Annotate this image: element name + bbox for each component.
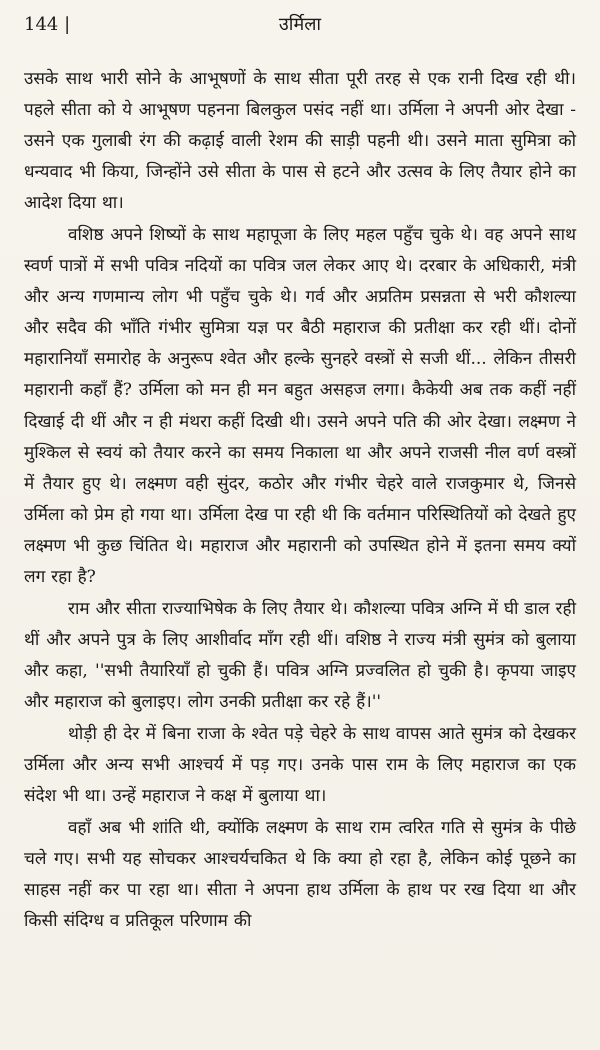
paragraph-2: वशिष्ठ अपने शिष्यों के साथ महापूजा के लिए महल पहुँच चुके थे। वह अपने साथ स्वर्ण पात्रों में सभी पवित्र नदियों का पवित्र जल लेकर आए थे। दरबार के अधिकारी, मंत्री और अन्य गणमान्य लोग भी पहुँच चुके थे। गर्व और अप्रतिम प्रसन्नता से भरी कौशल्या और सदैव की भाँति गंभीर सुमित्रा यज्ञ पर बैठी महाराज की प्रतीक्षा कर रही थीं। दोनों महारानियाँ समारोह के अनुरूप श्वेत और हल्के सुनहरे वस्त्रों से सजी थीं... लेकिन तीसरी महारानी कहाँ हैं? उर्मिला को मन ही मन बहुत असहज लगा। कैकेयी अब तक कहीं नहीं दिखाई दी थीं और न ही मंथरा कहीं दिखी थी। उसने अपने पति की ओर देखा। लक्ष्मण ने मुश्किल से स्वयं को तैयार करने का समय निकाला था और अपने राजसी नील वर्ण वस्त्रों में तैयार हुए थे। लक्ष्मण वही सुंदर, कठोर और गंभीर चेहरे वाले राजकुमार थे, जिनसे उर्मिला को प्रेम हो गया था। उर्मिला देख पा रही थी कि वर्तमान परिस्थितियों को देखते हुए लक्ष्मण भी कुछ चिंतित थे। महाराज और महारानी को उपस्थित होने में इतना समय क्यों लग रहा है?	[24, 225, 576, 587]
paragraph-3: राम और सीता राज्याभिषेक के लिए तैयार थे। कौशल्या पवित्र अग्नि में घी डाल रही थीं और अपने पुत्र के लिए आशीर्वाद माँग रही थीं। वशिष्ठ ने राज्य मंत्री सुमंत्र को बुलाया और कहा, ''सभी तैयारियाँ हो चुकी हैं। पवित्र अग्नि प्रज्वलित हो चुकी है। कृपया जाइए और महाराज को बुलाइए। लोग उनकी प्रतीक्षा कर रहे हैं।''	[24, 598, 577, 712]
page-header	[24, 10, 576, 40]
paragraph-5: वहाँ अब भी शांति थी, क्योंकि लक्ष्मण के साथ राम त्वरित गति से सुमंत्र के पीछे चले गए। सभी यह सोचकर आश्चर्यचकित थे कि क्या हो रहा है, लेकिन कोई पूछने का साहस नहीं कर पा रहा था। सीता ने अपना हाथ उर्मिला के हाथ पर रख दिया था और किसी संदिग्ध व प्रतिकूल परिणाम की	[24, 818, 576, 932]
running-title: उर्मिला	[278, 14, 322, 35]
paragraph-1: उसके साथ भारी सोने के आभूषणों के साथ सीता पूरी तरह से एक रानी दिख रही थी। पहले सीता को ये आभूषण पहनना बिलकुल पसंद नहीं था। उर्मिला ने अपनी ओर देखा - उसने एक गुलाबी रंग की कढ़ाई वाली रेशम की साड़ी पहनी थी। उसने माता सुमित्रा को धन्यवाद भी किया, जिन्होंने उसे सीता के पास से हटने और उत्सव के लिए तैयार होने का आदेश दिया था।	[24, 69, 576, 214]
page-body	[24, 64, 576, 1036]
paragraph-4: थोड़ी ही देर में बिना राजा के श्वेत पड़े चेहरे के साथ वापस आते सुमंत्र को देखकर उर्मिला और अन्य सभी आश्चर्य में पड़ गए। उनके पास राम के लिए महाराज का एक संदेश भी था। उन्हें महाराज ने कक्ष में बुलाया था।	[24, 723, 576, 807]
page-number: 144 |	[24, 14, 71, 35]
